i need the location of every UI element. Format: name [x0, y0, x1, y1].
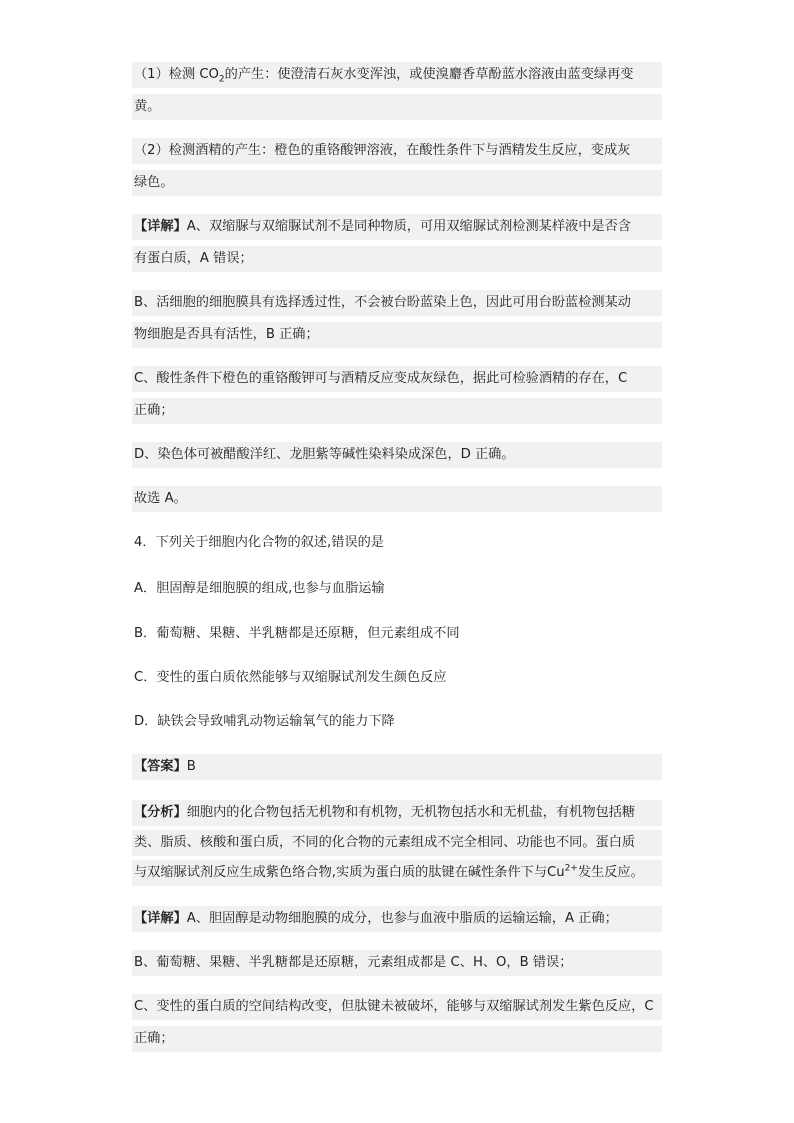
text-span: （1）检测 CO [134, 67, 219, 82]
text-span: A、胆固醇是动物细胞膜的成分，也参与血液中脂质的运输运输，A 正确； [186, 911, 618, 926]
text-line: C、酸性条件下橙色的重铬酸钾可与酒精反应变成灰绿色，据此可检验酒精的存在，C [132, 366, 662, 392]
text-span: A、双缩脲与双缩脲试剂不是同种物质，可用双缩脲试剂检测某样液中是否含 [186, 219, 631, 234]
text-line: （2）检测酒精的产生：橙色的重铬酸钾溶液，在酸性条件下与酒精发生反应，变成灰 [132, 138, 662, 164]
text-span: 与双缩脲试剂反应生成紫色络合物,实质为蛋白质的肽键在碱性条件下与Cu [134, 865, 565, 880]
text-line: 物细胞是否具有活性，B 正确； [132, 322, 662, 348]
text-line: 类、脂质、核酸和蛋白质，不同的化合物的元素组成不完全相同、功能也不同。蛋白质 [132, 830, 662, 856]
option-d: D．缺铁会导致哺乳动物运输氧气的能力下降 [134, 714, 395, 729]
detail-tag: 【详解】 [134, 911, 187, 926]
text-line: B、葡萄糖、果糖、半乳糖都是还原糖，元素组成都是 C、H、O，B 错误； [132, 950, 662, 976]
text-span: 发生反应。 [577, 865, 644, 880]
text-line: 绿色。 [132, 170, 662, 196]
text-line [132, 214, 662, 240]
option-b: B．葡萄糖、果糖、半乳糖都是还原糖，但元素组成不同 [134, 626, 460, 641]
text-line [132, 62, 662, 88]
text-line: 正确； [132, 398, 662, 424]
superscript: 2+ [564, 863, 578, 874]
option-c: C．变性的蛋白质依然能够与双缩脲试剂发生颜色反应 [134, 670, 447, 685]
text-line: C、变性的蛋白质的空间结构改变，但肽键未被破坏，能够与双缩脲试剂发生紫色反应，C [132, 994, 662, 1020]
text-line: 正确； [132, 1026, 662, 1052]
text-line [132, 906, 662, 932]
answer-line [132, 754, 662, 780]
text-line: B、活细胞的细胞膜具有选择透过性，不会被台盼蓝染上色，因此可用台盼蓝检测某动 [132, 290, 662, 316]
question-stem: 4．下列关于细胞内化合物的叙述,错误的是 [134, 535, 384, 550]
text-line [132, 800, 662, 826]
analysis-tag: 【分析】 [134, 805, 187, 820]
text-line: 有蛋白质，A 错误； [132, 246, 662, 272]
section-tag: 【详解】 [134, 219, 187, 234]
text-span: 的产生：使澄清石灰水变浑浊，或使溴麝香草酚蓝水溶液由蓝变绿再变 [224, 67, 634, 82]
text-line: D、染色体可被醋酸洋红、龙胆紫等碱性染料染成深色，D 正确。 [132, 442, 662, 468]
text-span: 细胞内的化合物包括无机物和有机物，无机物包括水和无机盐，有机物包括糖 [186, 805, 636, 820]
text-line [132, 860, 662, 886]
text-line: 故选 A。 [132, 486, 662, 512]
subscript: 2 [218, 74, 225, 85]
answer-tag: 【答案】 [134, 759, 187, 774]
option-a: A．胆固醇是细胞膜的组成,也参与血脂运输 [134, 581, 385, 596]
answer-value: B [186, 759, 196, 774]
text-line: 黄。 [132, 94, 662, 120]
